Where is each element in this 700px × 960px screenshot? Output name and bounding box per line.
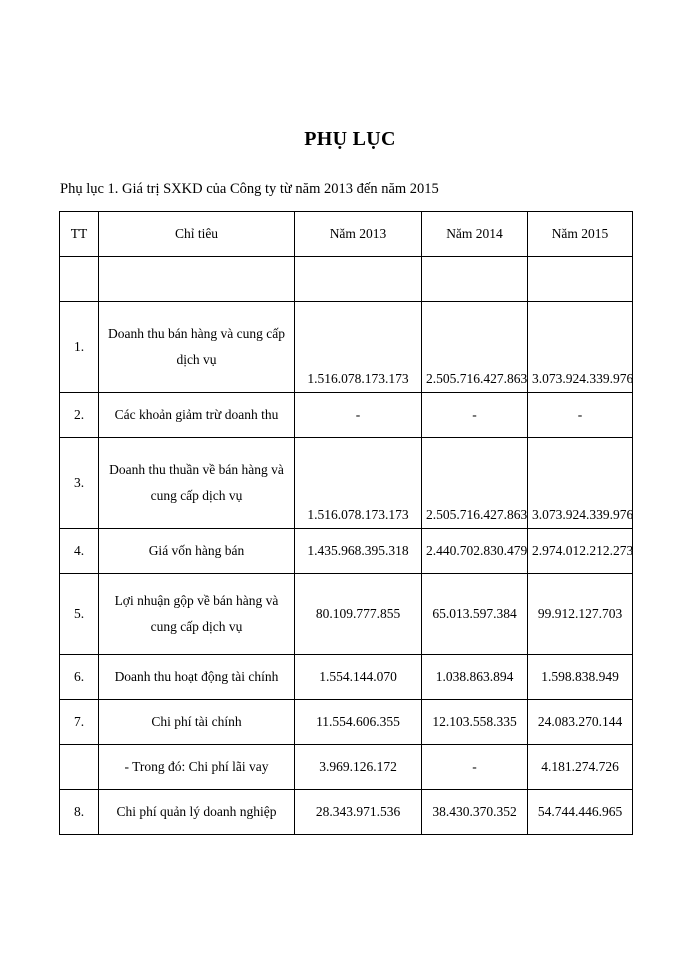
- header-year-2013: Năm 2013: [295, 212, 422, 257]
- blank-cell: [99, 257, 295, 302]
- row-number: 8.: [60, 790, 99, 835]
- blank-cell: [422, 257, 528, 302]
- row-label: Doanh thu bán hàng và cung cấp dịch vụ: [99, 302, 295, 393]
- value-2015: 3.073.924.339.976: [528, 302, 633, 393]
- value-2015: 2.974.012.212.273: [528, 529, 633, 574]
- table-header-row: [60, 212, 633, 257]
- header-year-2014: Năm 2014: [422, 212, 528, 257]
- value-2014: 38.430.370.352: [422, 790, 528, 835]
- row-number: 2.: [60, 393, 99, 438]
- value-2015: 54.744.446.965: [528, 790, 633, 835]
- table-row: [60, 700, 633, 745]
- value-2015: 24.083.270.144: [528, 700, 633, 745]
- value-2013: 80.109.777.855: [295, 574, 422, 655]
- value-2013: 1.554.144.070: [295, 655, 422, 700]
- row-label: - Trong đó: Chi phí lãi vay: [99, 745, 295, 790]
- table-row: [60, 438, 633, 529]
- value-2015: 99.912.127.703: [528, 574, 633, 655]
- table-row: [60, 790, 633, 835]
- value-2013: 11.554.606.355: [295, 700, 422, 745]
- value-2015: -: [528, 393, 633, 438]
- value-2013: -: [295, 393, 422, 438]
- row-label: Giá vốn hàng bán: [99, 529, 295, 574]
- table-caption: Phụ lục 1. Giá trị SXKD của Công ty từ năm 2013 đến năm 2015: [60, 181, 439, 197]
- value-2013: 1.516.078.173.173: [295, 438, 422, 529]
- value-2013: 28.343.971.536: [295, 790, 422, 835]
- table-row: [60, 655, 633, 700]
- table-blank-row: [60, 257, 633, 302]
- value-2014: 2.505.716.427.863: [422, 438, 528, 529]
- blank-cell: [295, 257, 422, 302]
- value-2014: 2.440.702.830.479: [422, 529, 528, 574]
- value-2014: 12.103.558.335: [422, 700, 528, 745]
- table-row: [60, 529, 633, 574]
- table-row: [60, 745, 633, 790]
- value-2013: 1.435.968.395.318: [295, 529, 422, 574]
- row-label: Chi phí quản lý doanh nghiệp: [99, 790, 295, 835]
- table-row: [60, 574, 633, 655]
- row-number: 3.: [60, 438, 99, 529]
- row-label: Chi phí tài chính: [99, 700, 295, 745]
- row-number: 6.: [60, 655, 99, 700]
- row-label: Các khoản giảm trừ doanh thu: [99, 393, 295, 438]
- value-2014: -: [422, 745, 528, 790]
- value-2015: 3.073.924.339.976: [528, 438, 633, 529]
- row-number: 4.: [60, 529, 99, 574]
- value-2015: 1.598.838.949: [528, 655, 633, 700]
- value-2013: 1.516.078.173.173: [295, 302, 422, 393]
- row-number: [60, 745, 99, 790]
- value-2014: -: [422, 393, 528, 438]
- header-tt: TT: [60, 212, 99, 257]
- financial-table: [59, 211, 633, 835]
- row-label: Doanh thu thuần về bán hàng và cung cấp dịch vụ: [99, 438, 295, 529]
- page-title: PHỤ LỤC: [304, 128, 396, 150]
- value-2014: 1.038.863.894: [422, 655, 528, 700]
- row-number: 7.: [60, 700, 99, 745]
- value-2015: 4.181.274.726: [528, 745, 633, 790]
- header-year-2015: Năm 2015: [528, 212, 633, 257]
- row-label: Doanh thu hoạt động tài chính: [99, 655, 295, 700]
- value-2014: 2.505.716.427.863: [422, 302, 528, 393]
- table-row: [60, 302, 633, 393]
- row-number: 5.: [60, 574, 99, 655]
- value-2013: 3.969.126.172: [295, 745, 422, 790]
- blank-cell: [528, 257, 633, 302]
- table-row: [60, 393, 633, 438]
- header-indicator: Chỉ tiêu: [99, 212, 295, 257]
- row-number: 1.: [60, 302, 99, 393]
- blank-cell: [60, 257, 99, 302]
- row-label: Lợi nhuận gộp về bán hàng và cung cấp dịch vụ: [99, 574, 295, 655]
- value-2014: 65.013.597.384: [422, 574, 528, 655]
